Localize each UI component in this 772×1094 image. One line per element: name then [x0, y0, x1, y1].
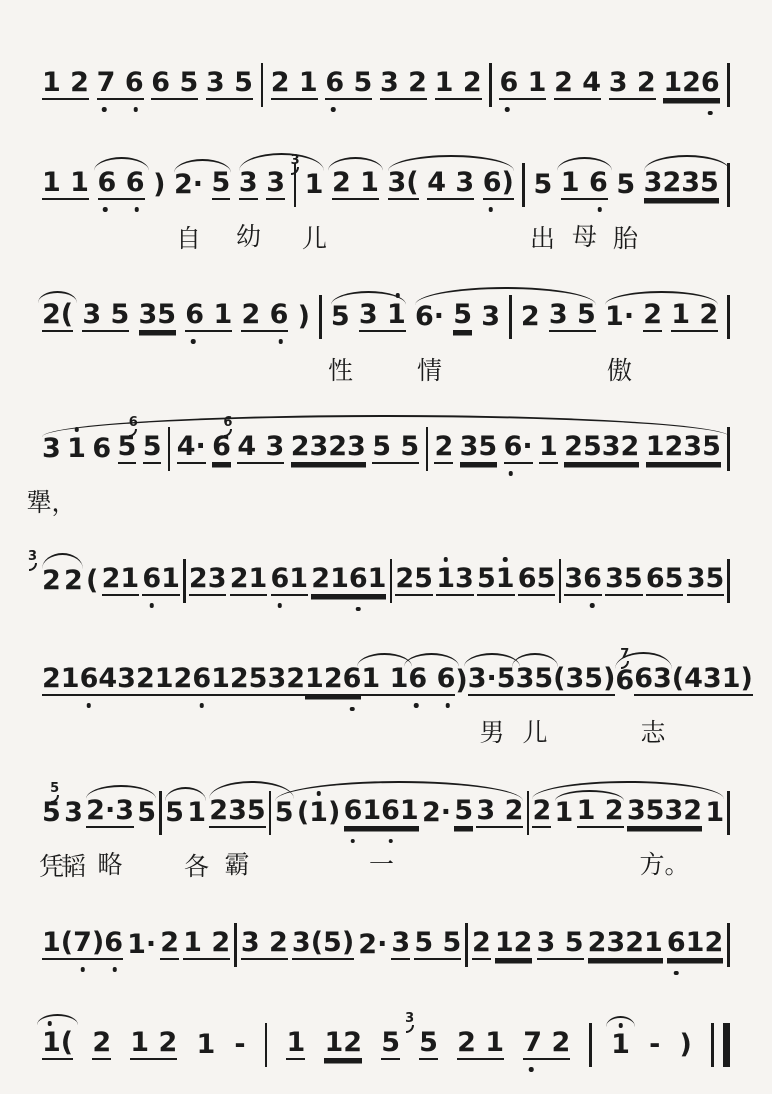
note-token: 2323	[290, 431, 366, 462]
octave-dot-below	[134, 207, 139, 212]
note-token: 1	[187, 797, 207, 828]
note-token: 3 2	[608, 67, 656, 98]
octave-dot-below	[278, 339, 283, 344]
note-token: 2	[520, 301, 540, 332]
note-token: 126	[663, 69, 719, 100]
octave-dot-below	[708, 111, 713, 116]
note-token: 36	[564, 565, 602, 596]
note-token: 1 2	[576, 795, 624, 826]
barline	[234, 923, 237, 967]
note-token: 65	[645, 563, 684, 594]
barline	[159, 791, 162, 835]
note-token: 12	[494, 927, 533, 958]
lyric-syllable: 男	[479, 718, 505, 747]
note-token: 6 5	[151, 67, 199, 98]
barline	[183, 559, 186, 603]
lyric-syllable: 母	[571, 222, 598, 251]
note-token: 21	[42, 663, 80, 694]
octave-dot-below	[199, 703, 204, 708]
note-token: (1)	[297, 799, 340, 828]
note-token: 1 2	[671, 299, 719, 330]
octave-dot-below	[598, 207, 603, 212]
note-token: 4 3	[427, 167, 475, 198]
octave-dot-below	[331, 107, 336, 112]
octave-dot-below	[113, 967, 118, 972]
lyric-syllable: 韬	[60, 852, 87, 881]
note-token: 5	[330, 301, 350, 332]
note-token: 32	[117, 663, 155, 694]
note-token: 2	[92, 1027, 112, 1058]
barline	[727, 295, 730, 339]
note-token: -	[649, 1029, 661, 1060]
note-token: 2 3	[28, 549, 61, 596]
note-token: 6	[92, 433, 112, 464]
music-line	[42, 630, 753, 762]
note-token: 6 1	[499, 69, 546, 100]
grace-note: 6	[129, 416, 138, 437]
note-token: 2·	[422, 797, 452, 828]
note-token: 1	[196, 1029, 216, 1060]
note-token: 2532	[564, 431, 640, 462]
note-token: 5	[533, 169, 553, 200]
octave-dot-below	[191, 339, 196, 344]
note-token: 2·	[358, 929, 388, 960]
slur-arc	[42, 415, 730, 437]
octave-dot-below	[509, 471, 514, 476]
note-token: 51	[477, 565, 515, 596]
note-token: 6·	[504, 433, 533, 464]
lyric-syllable: 志	[640, 718, 666, 747]
note-token: 6	[212, 431, 231, 462]
note-token: 2 1	[457, 1027, 505, 1058]
music-line	[28, 530, 730, 630]
barline	[727, 63, 730, 107]
notes-row	[42, 60, 730, 100]
octave-dot-below	[674, 971, 679, 976]
note-token: 5 6	[128, 415, 162, 462]
note-token: 6 1	[185, 301, 232, 332]
note-token: 5 3	[405, 1011, 438, 1058]
slur-arc	[415, 287, 596, 305]
octave-dot-below	[150, 603, 155, 608]
slur-arc	[388, 155, 514, 171]
note-token: 1	[67, 435, 86, 464]
octave-dot-below	[445, 703, 450, 708]
grace-note: 7	[620, 648, 629, 669]
octave-dot-below	[351, 839, 356, 844]
note-token: 35	[605, 563, 643, 594]
barline	[589, 1023, 592, 1067]
music-line	[26, 398, 730, 530]
note-token: )	[679, 1029, 692, 1060]
note-token: 1	[611, 1031, 630, 1060]
lyric-syllable: 儿	[522, 718, 548, 747]
note-token: 3	[238, 167, 258, 198]
octave-dot-below	[102, 107, 107, 112]
note-token: 1 2	[130, 1027, 178, 1058]
octave-dot-below	[278, 603, 283, 608]
notes-row	[42, 920, 730, 960]
note-token: 1·	[605, 301, 635, 332]
note-token: 5	[274, 797, 294, 828]
barline	[522, 163, 525, 207]
octave-dot-below	[87, 703, 92, 708]
note-token: 25	[229, 663, 268, 694]
note-token: 2 1	[270, 67, 318, 98]
note-token: 3 1	[359, 301, 406, 332]
note-token: 2161	[311, 565, 386, 596]
octave-dot-below	[80, 967, 85, 972]
music-line	[42, 134, 730, 266]
note-token: 2321	[587, 927, 663, 958]
fermata-arc	[37, 1014, 78, 1025]
lyric-syllable: 霸	[224, 850, 250, 879]
note-token: 64	[80, 665, 118, 696]
slur-arc	[644, 155, 730, 171]
octave-dot-below	[414, 703, 419, 708]
note-token: 13	[436, 565, 474, 596]
slur-arc	[239, 153, 324, 171]
note-token: 2 4	[554, 67, 602, 98]
note-token: 7 2	[523, 1029, 570, 1060]
final-barline	[711, 1023, 730, 1067]
octave-dot-below	[529, 1067, 534, 1072]
note-token: 5	[616, 169, 636, 200]
barline	[727, 559, 730, 603]
octave-dot-above	[443, 557, 448, 562]
note-token: 6 6	[98, 169, 145, 200]
note-token: 5	[211, 167, 231, 198]
note-token: 63 7	[620, 647, 672, 694]
lyric-syllable: 儿	[301, 224, 328, 253]
note-token: 3235	[643, 167, 719, 198]
note-token: 5 5	[414, 927, 462, 958]
note-token: 3 5	[536, 927, 584, 958]
note-token: 5	[165, 797, 184, 828]
note-token: 5	[453, 299, 473, 330]
note-token: 2 6	[241, 301, 288, 332]
barline	[465, 923, 468, 967]
grace-note: 3	[291, 154, 300, 175]
note-token: 61	[142, 565, 180, 596]
note-token: 7 6	[97, 69, 144, 100]
lyric-syllable: 情	[416, 356, 443, 385]
octave-dot-below	[388, 839, 393, 844]
note-token: 235	[209, 795, 266, 826]
note-token: 5	[42, 797, 61, 828]
note-token: 5 5	[372, 431, 420, 462]
note-token: 3 5	[548, 299, 596, 330]
note-token: 5	[381, 1027, 400, 1058]
note-token: 1 2	[434, 67, 482, 98]
note-token: )	[297, 301, 310, 332]
note-token: 21	[229, 563, 268, 594]
grace-note: 3	[28, 550, 37, 571]
note-token: 3532	[626, 795, 703, 826]
note-token: 25	[395, 563, 433, 594]
note-token: 5	[454, 795, 474, 826]
note-token: 1	[286, 1027, 306, 1058]
note-token: 126	[305, 665, 361, 696]
lyric-syllable: 幼	[235, 222, 262, 251]
note-token: 3 2	[380, 67, 427, 98]
music-line	[42, 266, 730, 398]
note-token: )	[455, 665, 468, 696]
note-token: 6	[615, 665, 635, 696]
note-token: 3	[391, 927, 411, 958]
note-token: 12	[154, 663, 193, 694]
lyric-syllable: 傲	[606, 356, 633, 385]
note-token: 6)	[483, 169, 514, 200]
note-token: 3 5	[50, 781, 83, 828]
music-line	[38, 762, 730, 894]
octave-dot-below	[505, 107, 510, 112]
grace-note: 6	[223, 416, 232, 437]
note-token: -	[234, 1029, 246, 1060]
note-token: (	[86, 565, 99, 596]
note-token: 4 3 6	[223, 415, 285, 462]
note-token: 3 5	[82, 299, 130, 330]
octave-dot-below	[134, 107, 139, 112]
note-token: 1 1	[42, 167, 89, 198]
note-token: 5	[137, 797, 157, 828]
note-token: 61	[271, 565, 309, 596]
note-token: 1 3	[290, 153, 324, 200]
lyric-syllable: 一	[368, 850, 395, 879]
note-token: 1	[554, 797, 574, 828]
note-token: 12	[324, 1027, 363, 1058]
lyric-syllable: 胎	[612, 224, 639, 253]
barline	[261, 63, 264, 107]
note-token: 6·	[414, 301, 445, 332]
note-token: 3	[481, 301, 500, 332]
barline	[527, 791, 530, 835]
note-token: 1 1	[361, 663, 409, 694]
note-token: 2	[471, 927, 491, 958]
note-token: 4·	[176, 431, 206, 462]
note-token: 35	[459, 431, 498, 462]
notes-row	[42, 1011, 730, 1060]
barline	[489, 63, 492, 107]
note-token: 32	[267, 663, 306, 694]
note-token: 3 2	[476, 795, 524, 826]
note-token: 61	[192, 665, 230, 696]
note-token: 65	[517, 563, 556, 594]
note-token: 2(	[42, 299, 74, 330]
octave-dot-below	[356, 607, 361, 612]
note-token: 2	[64, 565, 83, 596]
lyric-syllable: 犟，	[26, 488, 77, 517]
note-token: 2 1	[331, 167, 379, 198]
note-token: 2·	[173, 169, 203, 200]
music-line	[42, 34, 730, 134]
note-token: 1 2	[42, 67, 89, 98]
note-token: 3 5	[205, 67, 253, 98]
note-token: 3	[266, 167, 286, 198]
barline	[265, 1023, 268, 1067]
note-token: 1(	[42, 1029, 73, 1060]
lyric-syllable: 方。	[639, 850, 690, 879]
note-token: 612	[667, 929, 723, 960]
lyric-syllable: 各	[183, 852, 210, 881]
barline	[727, 791, 730, 835]
lyric-syllable: 凭	[38, 852, 65, 881]
lyric-syllable: 性	[327, 356, 354, 385]
note-token: 3	[42, 433, 61, 464]
note-token: 21	[101, 563, 140, 594]
note-token: 2	[160, 927, 180, 958]
lyric-syllable: 略	[97, 850, 123, 879]
slur-arc	[275, 781, 523, 801]
note-token: 35	[138, 299, 177, 330]
notes-row	[28, 549, 730, 596]
note-token: (35)	[553, 663, 616, 694]
note-token: 1235	[645, 431, 721, 462]
octave-dot-below	[590, 603, 595, 608]
note-token: 6161	[344, 797, 419, 828]
note-token: 3(5)	[291, 927, 355, 958]
octave-dot-above	[503, 557, 508, 562]
note-token: 6 5	[325, 69, 372, 100]
note-token: 1	[705, 797, 725, 828]
note-token: 5	[117, 431, 137, 462]
lyric-syllable: 自	[175, 224, 202, 253]
note-token: 1(7)6	[42, 929, 123, 960]
music-line	[42, 894, 730, 994]
note-token: 3 2	[240, 927, 288, 958]
note-token: 23	[188, 563, 227, 594]
grace-note: 3	[405, 1012, 414, 1033]
note-token: (431)	[671, 663, 753, 694]
barline	[559, 559, 562, 603]
note-token: 1 2	[183, 927, 231, 958]
note-token: 1·	[127, 929, 157, 960]
note-token: 35	[686, 563, 725, 594]
barline	[390, 559, 393, 603]
note-token: 35	[515, 663, 554, 694]
octave-dot-below	[350, 707, 355, 712]
octave-dot-below	[488, 207, 493, 212]
note-token: 6 6	[408, 665, 455, 696]
grace-note: 5	[50, 782, 59, 803]
note-token: )	[153, 169, 166, 200]
note-token: 1	[539, 431, 558, 462]
note-token: 2	[434, 431, 454, 462]
lyric-syllable: 出	[529, 224, 556, 253]
barline	[727, 923, 730, 967]
note-token: 2	[643, 299, 663, 330]
note-token: 3(	[387, 167, 419, 198]
note-token: 1 6	[561, 169, 608, 200]
octave-dot-below	[103, 207, 108, 212]
note-token: 2	[532, 795, 552, 826]
barline	[319, 295, 322, 339]
note-token: 3·5	[467, 663, 516, 694]
fermata-arc	[606, 1016, 635, 1027]
note-token: 2·3	[86, 795, 134, 826]
music-line	[42, 994, 730, 1094]
